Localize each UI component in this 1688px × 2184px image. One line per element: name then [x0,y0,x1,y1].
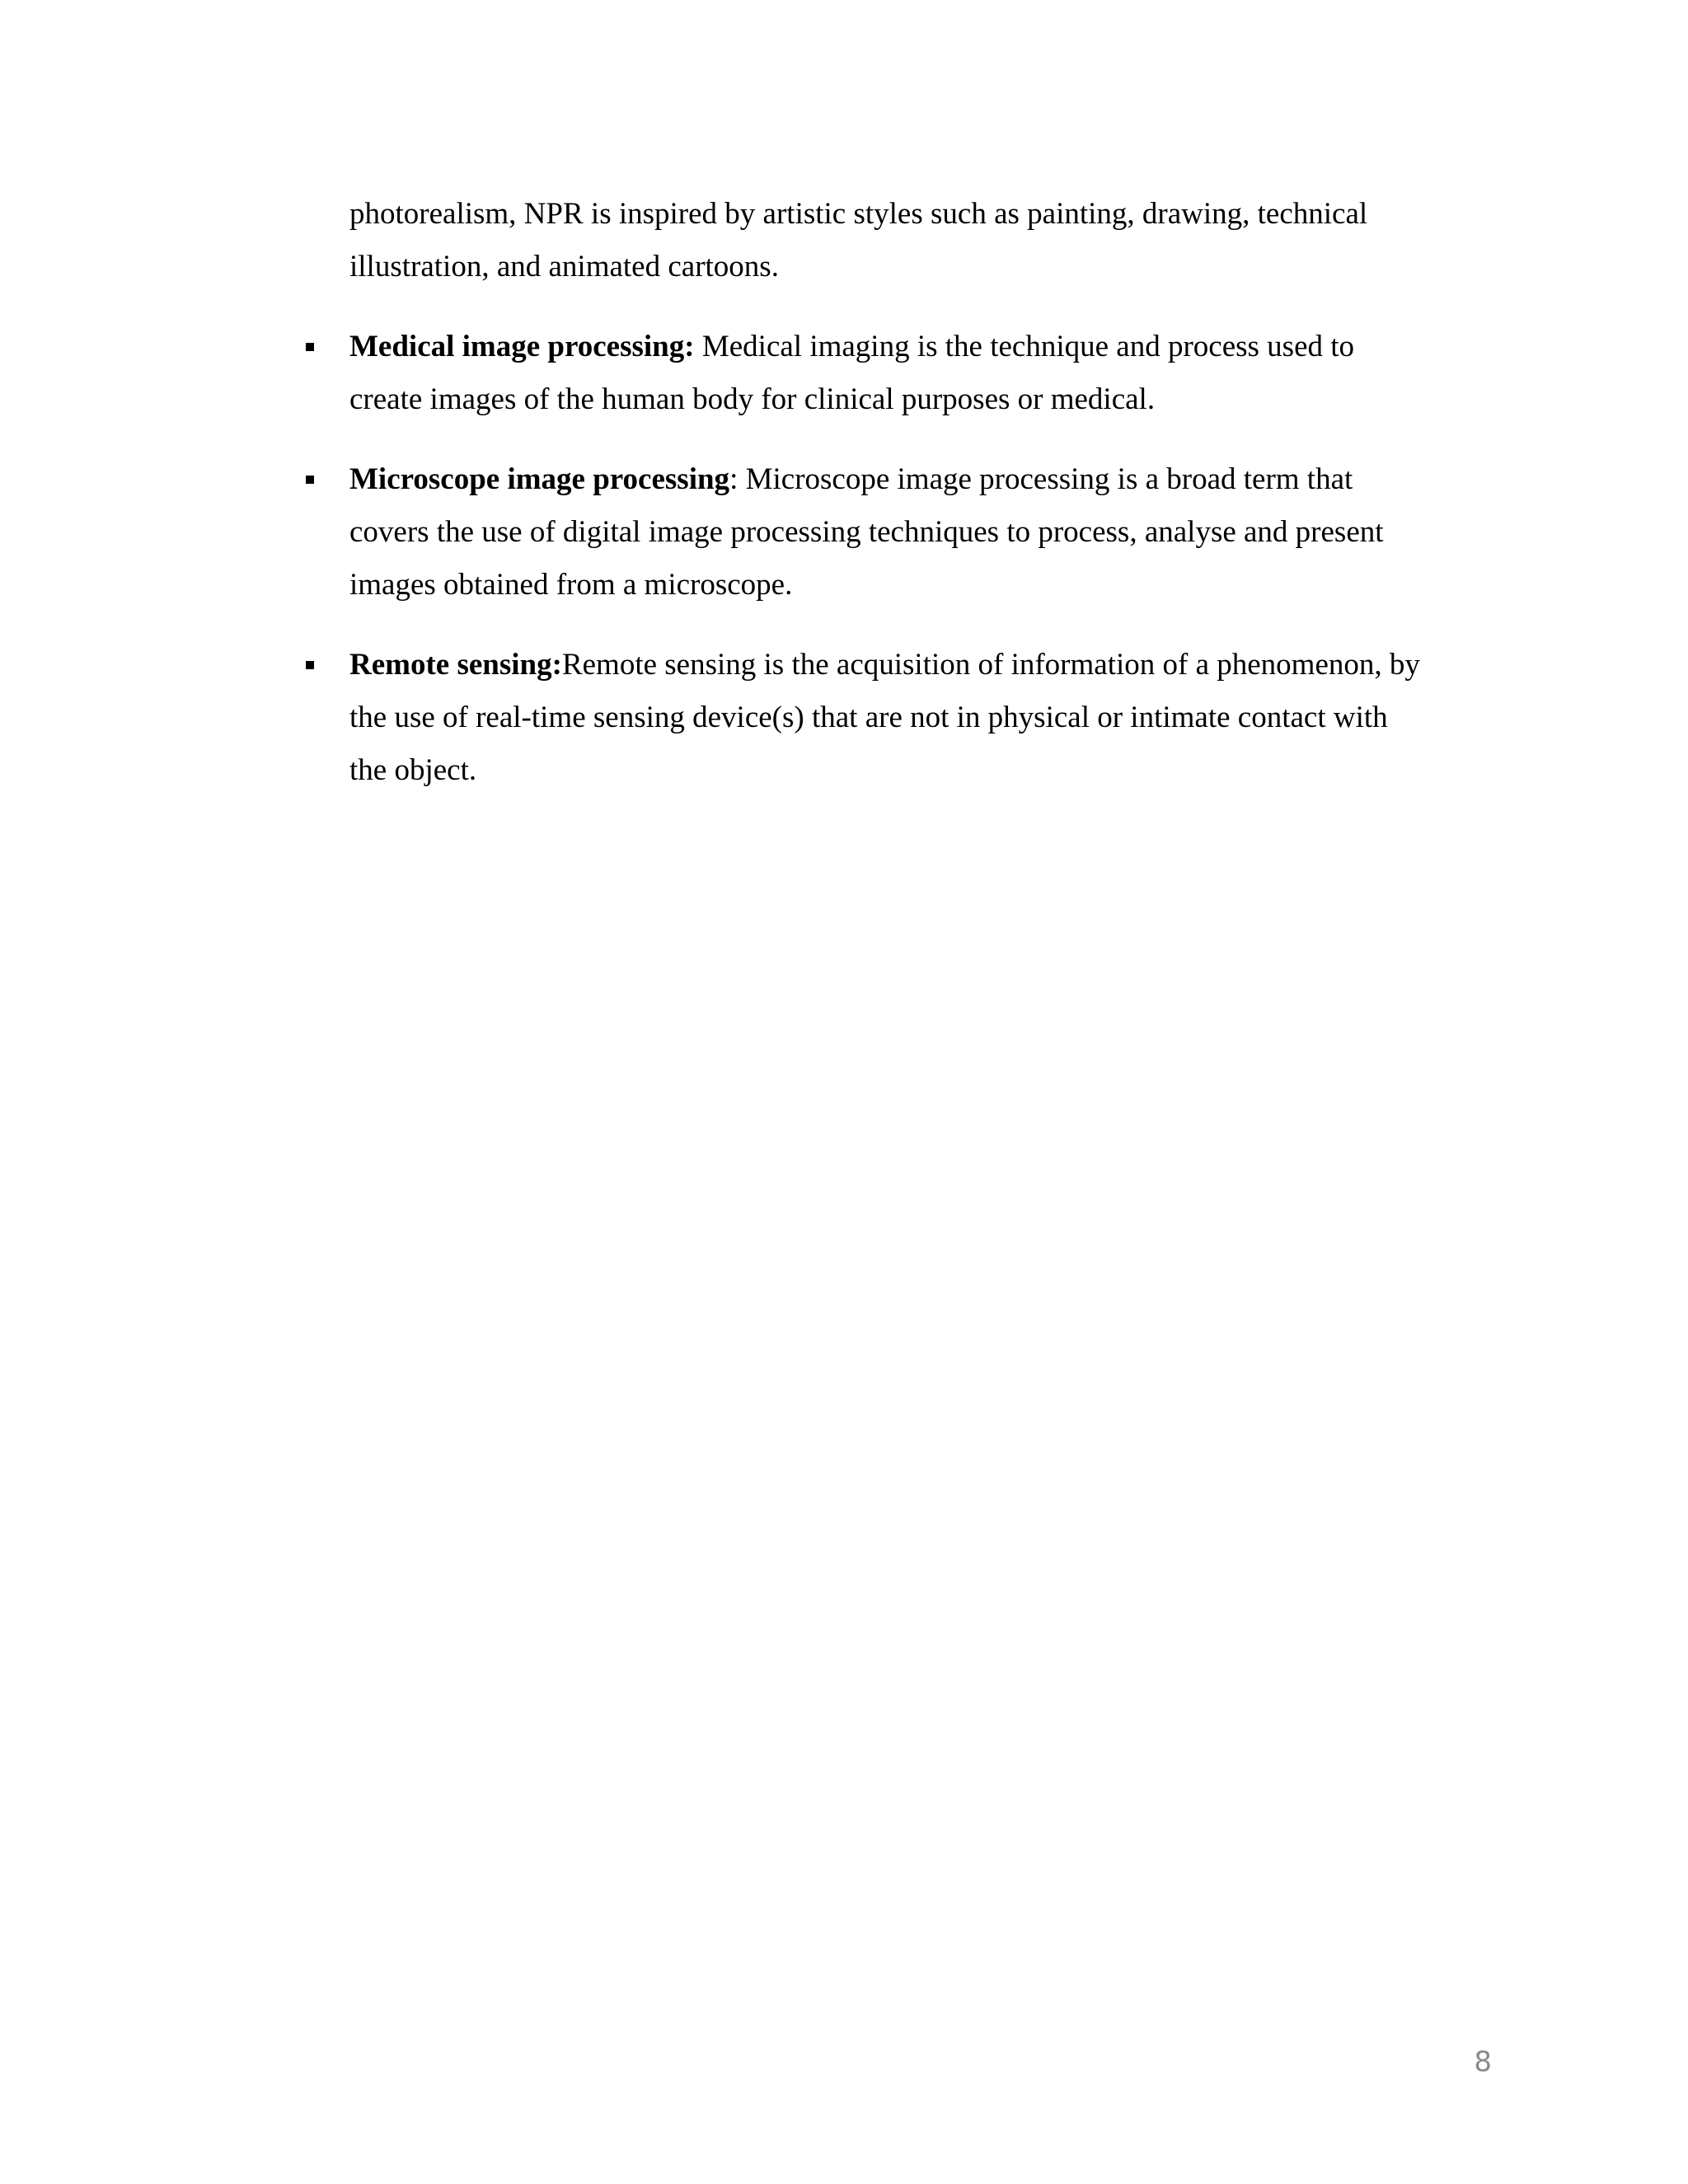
list-item-remote-sensing [349,639,1421,797]
square-bullet-icon [306,343,314,351]
page-number: 8 [1474,2046,1492,2079]
item-title: Medical image processing: [349,330,695,363]
item-body: Medical imaging is the technique and process used to create images of the human body for clinical purposes or medical. [349,330,1355,416]
list-item-medical-image-processing [349,321,1421,426]
bullet-list [349,321,1421,797]
list-item-microscope-image-processing [349,453,1421,612]
document-body [349,188,1421,797]
item-body: Microscope image processing is a broad term that covers the use of digital image processing techniques to process, analyse and present images obtained from a microscope. [349,462,1384,602]
item-title: Microscope image processing [349,462,730,496]
intro-paragraph: photorealism, NPR is inspired by artistic styles such as painting, drawing, technical illustration, and animated cartoons. [349,197,1368,284]
item-separator: : [729,462,738,496]
item-body: Remote sensing is the acquisition of information of a phenomenon, by the use of real-time sensing device(s) that are not in physical or intimate contact with the object. [349,648,1420,787]
item-title: Remote sensing: [349,648,562,682]
square-bullet-icon [306,661,314,669]
square-bullet-icon [306,476,314,484]
